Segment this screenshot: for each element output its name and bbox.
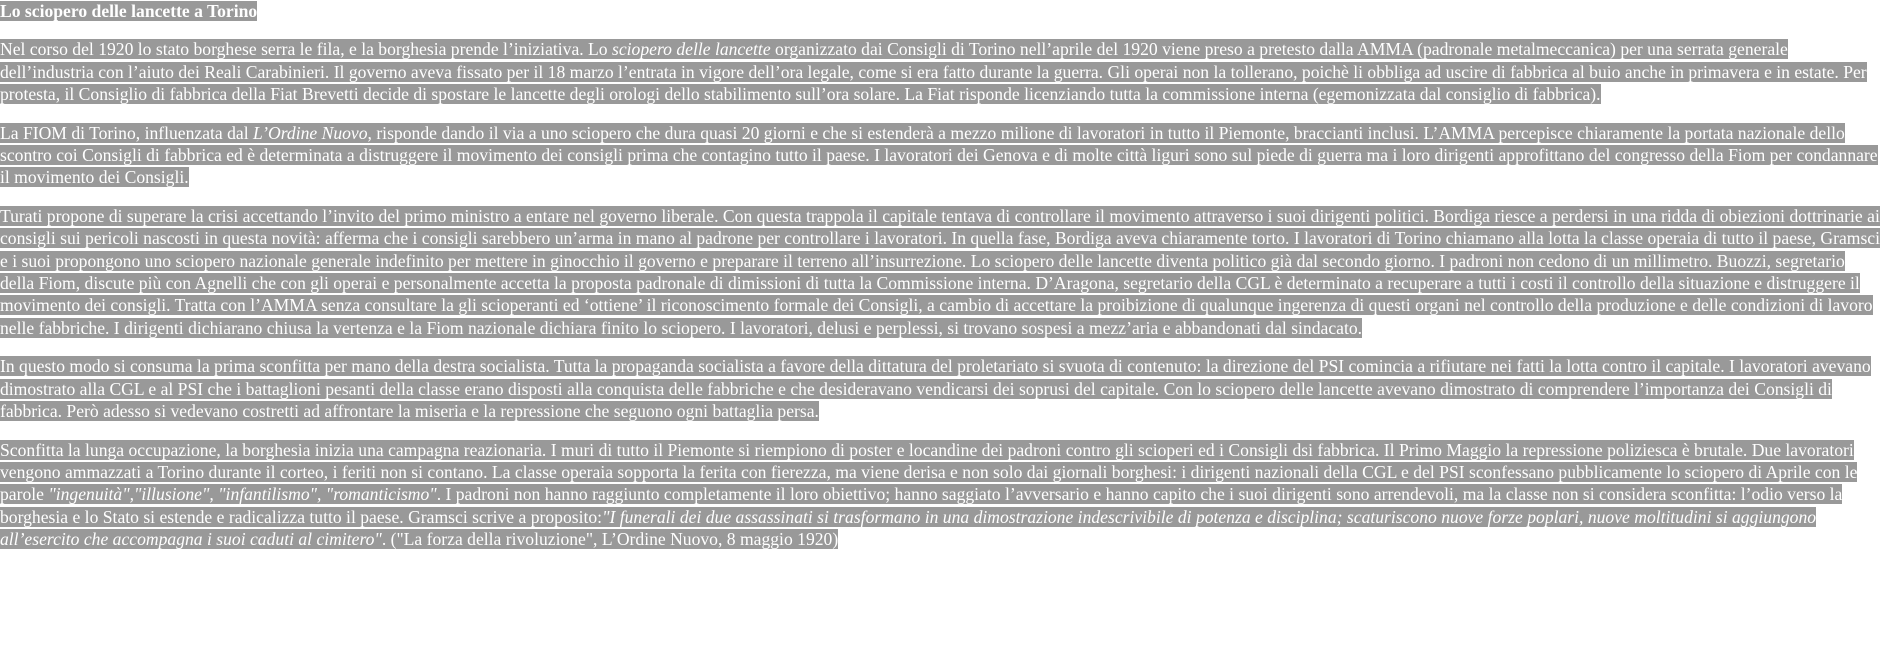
paragraph-5-italic-quote: "I funerali dei due assassinati si trasformano in una dimostrazione indescrivibile di potenza e disciplina; scaturiscono nuove forze poplari, nuove moltitudini si aggiungono all’esercito che accompagna i suoi caduti al cimitero"	[0, 506, 1817, 550]
paragraph-5-italic-quote-words: "ingenuità","illusione", "infantilismo", "romanticismo"	[48, 484, 437, 505]
paragraph-4	[0, 355, 1882, 422]
paragraph-2	[0, 122, 1882, 189]
paragraph-2-part-a: La FIOM di Torino, influenzata dal	[0, 122, 254, 143]
article-title	[0, 0, 1882, 22]
paragraph-2-part-c: , risponde dando il via a uno sciopero che dura quasi 20 giorni e che si estenderà a mezzo milione di lavoratori in tutto il Piemonte, braccianti inclusi. L’AMMA percepisce chiaramente la portata nazionale dello scontro coi Consigli di fabbrica ed è determinata a distruggere il movimento dei consigli prima che contagino tutto il paese. I lavoratori dei Genova e di molte città liguri sono sul piede di guerra ma i loro dirigenti approfittano del congresso della Fiom per condannare il movimento dei Consigli.	[0, 122, 1878, 188]
article-title-text: Lo sciopero delle lancette a Torino	[0, 1, 258, 21]
paragraph-2-text	[0, 123, 1878, 188]
paragraph-3-text: Turati propone di superare la crisi accettando l’invito del primo ministro a entare nel governo liberale. Con questa trappola il capitale tentava di controllare il movimento attraverso i suoi dirigenti politici. Bordiga riesce a perdersi in una ridda di obiezioni dottrinarie ai consigli sui pericoli nascosti in questa novità: afferma che i consigli sarebbero un’arma in mano al padrone per controllare i lavoratori. In quella fase, Bordiga aveva chiaramente torto. I lavoratori di Torino chiamano alla lotta la classe operaia di tutto il paese, Gramsci e i suoi propongono uno sciopero nazionale generale indefinito per mettere in ginocchio il governo e preparare il terreno all’insurrezione. Lo sciopero delle lancette diventa politico già dal secondo giorno. I padroni non cedono di un millimetro. Buozzi, segretario della Fiom, discute più con Agnelli che con gli operai e personalmente accetta la proposta padronale di dimissioni di tutta la Commissione interna. D’Aragona, segretario della CGL è determinato a recuperare a tutti i costi il controllo della situazione e distruggere il movimento dei consigli. Tratta con l’AMMA senza consultare la gli scioperanti ed ‘ottiene’ il riconoscimento formale dei Consigli, a cambio di accettare la proibizione di qualunque ingerenza di questi organi nel controllo della produzione e delle condizioni di lavoro nelle fabbriche. I dirigenti dichiarano chiusa la vertenza e la Fiom nazionale dichiara finito lo sciopero. I lavoratori, delusi e perplessi, si trovano sospesi a mezz’aria e abbandonati dal sindacato.	[0, 205, 1880, 338]
paragraph-5	[0, 439, 1882, 551]
paragraph-1	[0, 38, 1882, 105]
paragraph-2-italic: L’Ordine Nuovo	[253, 122, 368, 143]
paragraph-5-part-a: Sconfitta la lunga occupazione, la borghesia inizia una campagna reazionaria. I muri di tutto il Piemonte si riempiono di poster e locandine dei padroni contro gli scioperi ed i Consigli dsi fabbrica. Il Primo Maggio la repressione poliziesca è brutale. Due lavoratori vengono ammazzati a Torino durante il corteo, i feriti non si contano. La classe operaia sopporta la ferita con fierezza, ma viene derisa e non solo dai giornali borghesi: i dirigenti nazionali della CGL e del PSI sconfessano pubblicamente lo sciopero di Aprile con le parole	[0, 439, 1858, 505]
paragraph-1-italic: sciopero delle lancette	[612, 39, 771, 60]
paragraph-4-text: In questo modo si consuma la prima sconfitta per mano della destra socialista. Tutta la propaganda socialista a favore della dittatura del proletariato si svuota di contenuto: la direzione del PSI comincia a rifiutare nei fatti la lotta contro il capitale. I lavoratori avevano dimostrato alla CGL e al PSI che i battaglioni pesanti della classe erano disposti alla conquista delle fabbriche e che desideravano vendicarsi dei soprusi del capitale. Con lo sciopero delle lancette avevano dimostrato di comprendere l’importanza dei Consigli di fabbrica. Però adesso si vedevano costretti ad affrontare la miseria e la repressione che seguono ogni battaglia persa.	[0, 356, 1871, 422]
paragraph-1-part-c: organizzato dai Consigli di Torino nell’aprile del 1920 viene preso a pretesto dalla AMMA (padronale metalmeccanica) per una serrata generale dell’industria con l’aiuto dei Reali Carabinieri. Il governo aveva fissato per il 18 marzo l’entrata in vigore dell’ora legale, come si era fatto durante la guerra. Gli operai non la tollerano, poichè li obbliga ad uscire di fabbrica al buio anche in primavera e in estate. Per protesta, il Consiglio di fabbrica della Fiat Brevetti decide di spostare le lancette degli orologi dello stabilimento sull’ora solare. La Fiat risponde licenziando tutta la commissione interna (egemonizzata dal consiglio di fabbrica).	[0, 39, 1867, 105]
paragraph-3	[0, 205, 1882, 339]
paragraph-1-part-a: Nel corso del 1920 lo stato borghese serra le fila, e la borghesia prende l’iniziativa. Lo	[0, 39, 613, 60]
paragraph-5-part-e: . ("La forza della rivoluzione", L’Ordine Nuovo, 8 maggio 1920)	[381, 529, 839, 550]
paragraph-5-text	[0, 440, 1857, 550]
paragraph-1-text	[0, 39, 1867, 104]
paragraph-5-part-c: . I padroni non hanno raggiunto completamente il loro obiettivo; hanno saggiato l’avversario e hanno capito che i suoi dirigenti sono arrendevoli, ma la classe non si considera sconfitta: l’odio verso la borghesia e lo Stato si estende e radicalizza tutto il paese. Gramsci scrive a proposito:	[0, 484, 1843, 527]
